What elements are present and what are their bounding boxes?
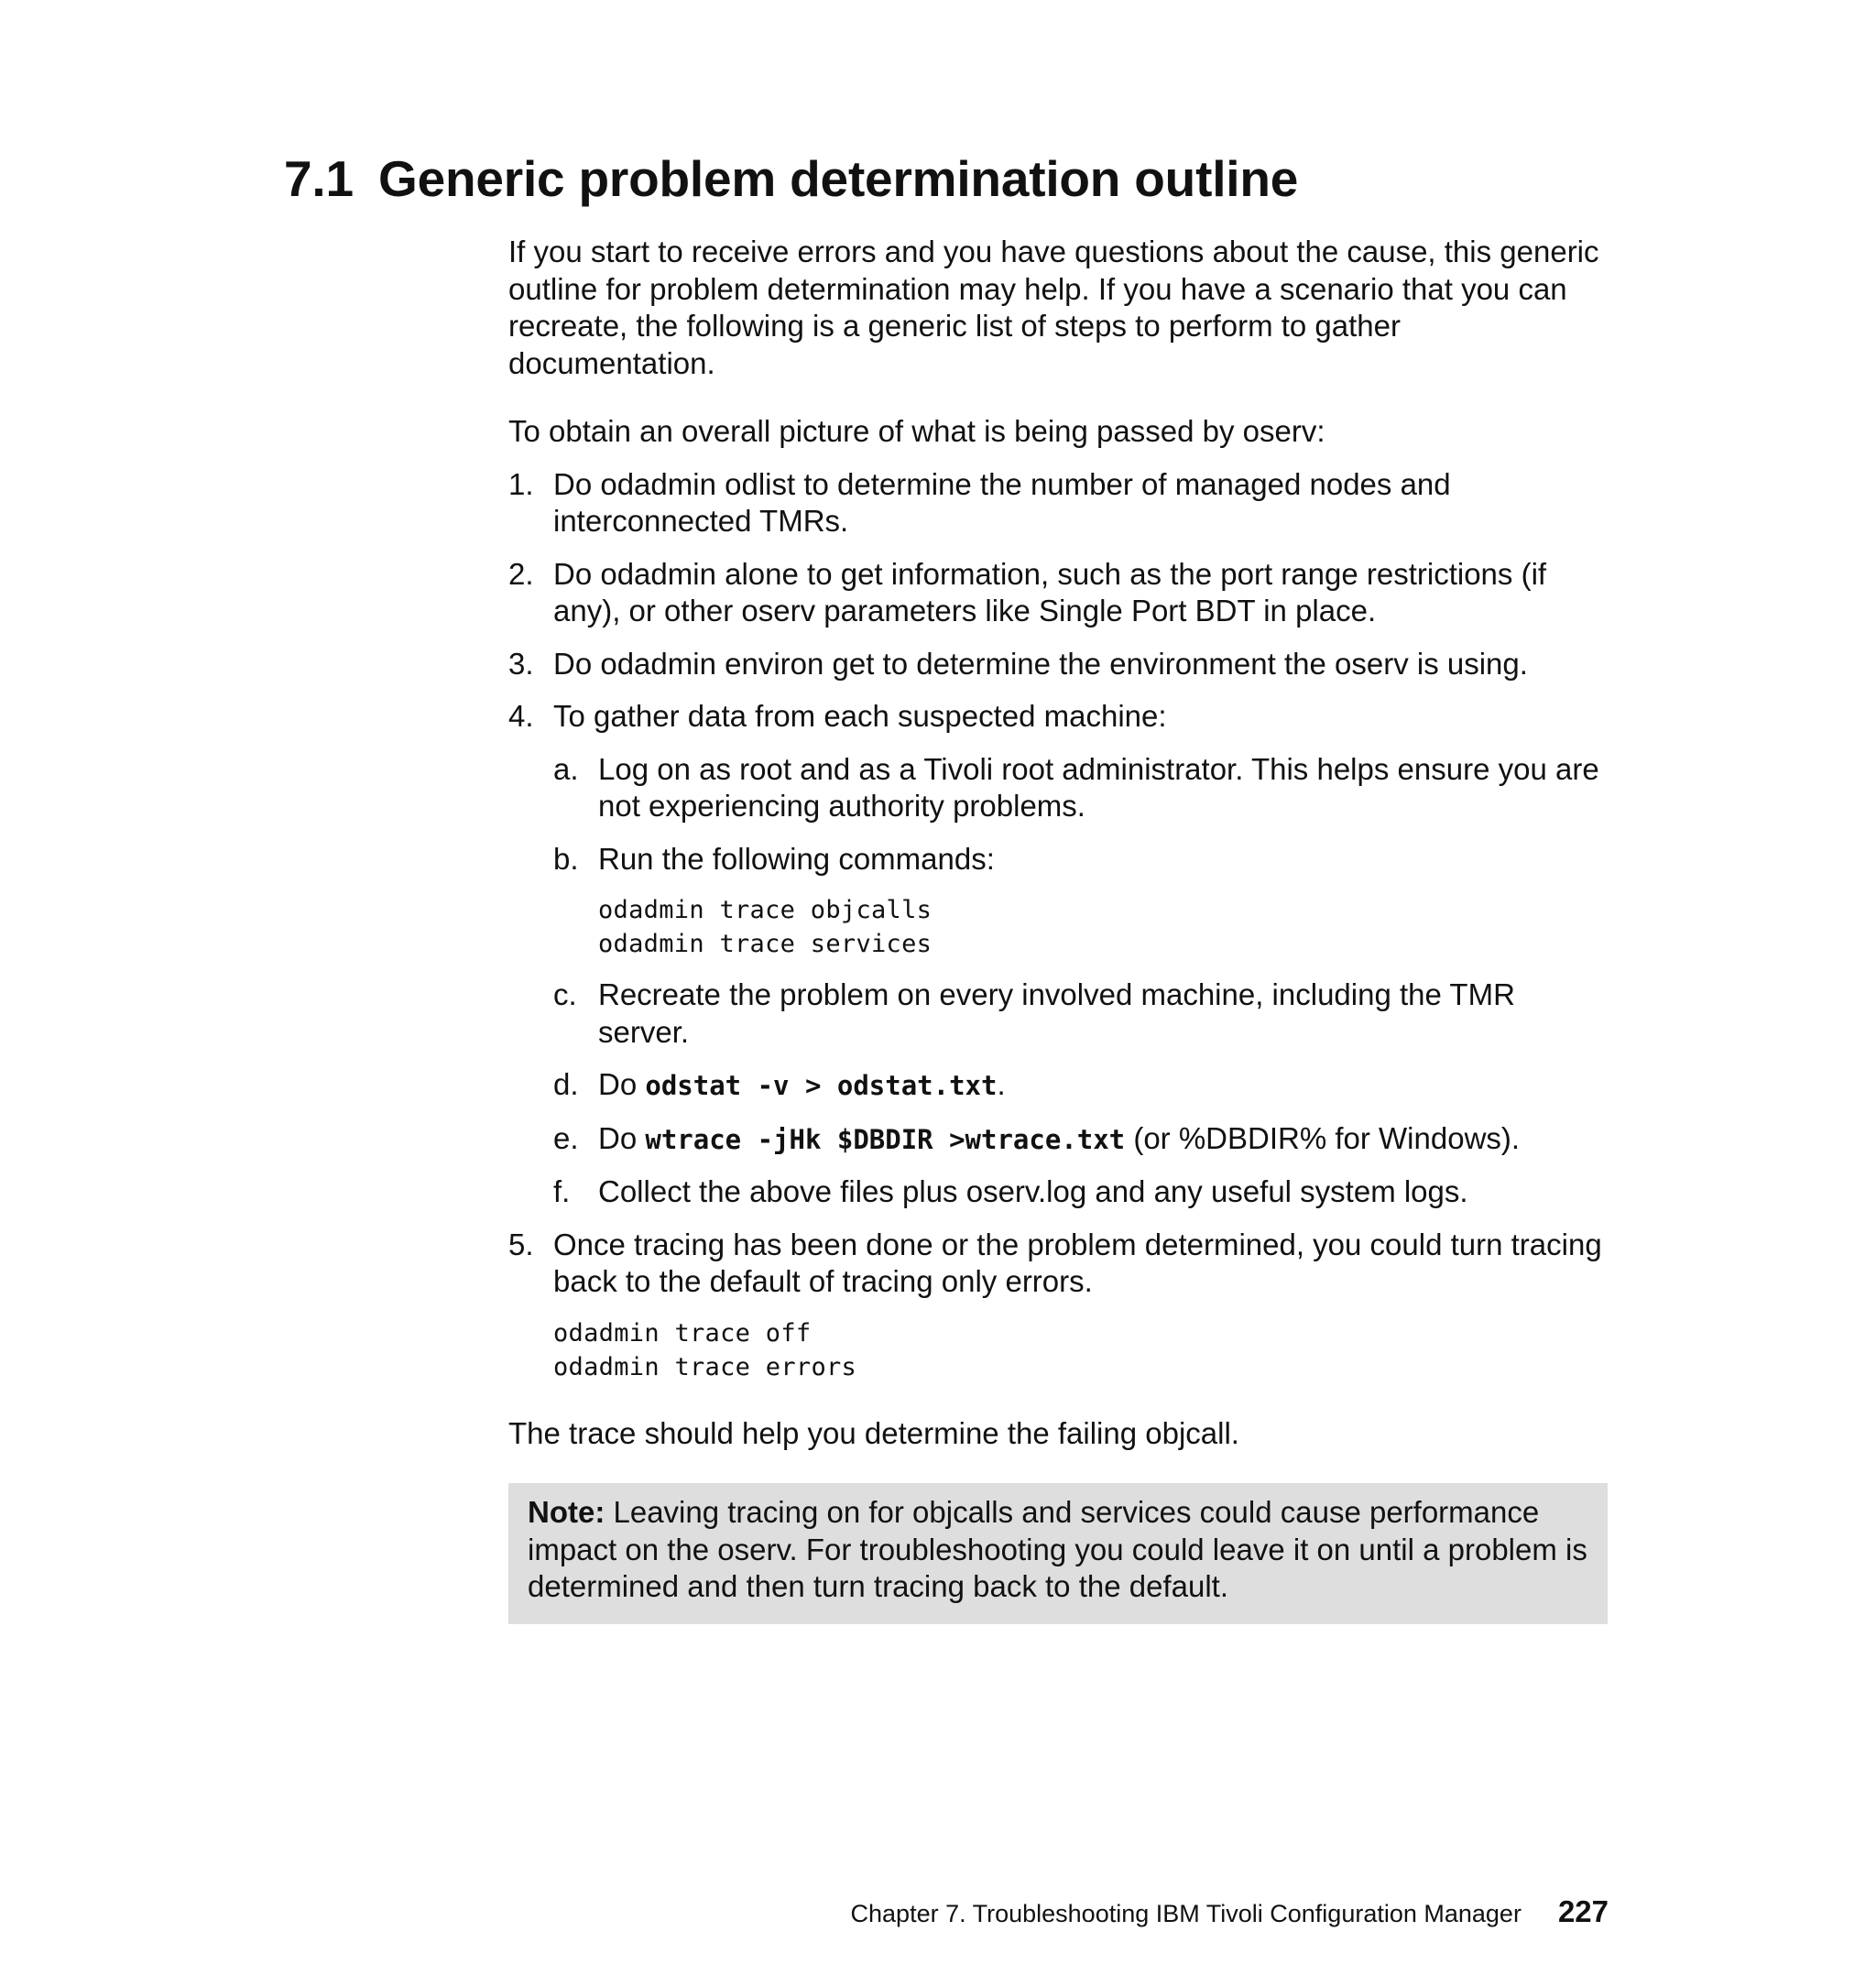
list-item-step-2 <box>508 556 1608 630</box>
page-number: 227 <box>1557 1894 1609 1928</box>
note-box <box>508 1483 1608 1624</box>
intro-paragraph: If you start to receive errors and you have questions about the cause, this generic outline for problem determination may help. If you have a scenario that you can recreate, the following is a generic list of steps to perform to gather documentation. <box>508 235 1599 380</box>
list-item-step-1 <box>508 466 1608 540</box>
step-marker: 1. <box>508 466 534 501</box>
list-item-substep-d <box>553 1066 1608 1105</box>
inline-command: wtrace -jHk $DBDIR >wtrace.txt <box>645 1123 1126 1155</box>
footer-chapter-title: Chapter 7. Troubleshooting IBM Tivoli Configuration Manager <box>850 1900 1522 1927</box>
step-text: To gather data from each suspected machine: <box>553 699 1167 733</box>
section-number: 7.1 <box>284 150 354 207</box>
step-text: Do odadmin odlist to determine the number of managed nodes and interconnected TMRs. <box>553 466 1451 538</box>
list-item-substep-e <box>553 1120 1608 1159</box>
step-text: Do odadmin environ get to determine the environment the oserv is using. <box>553 646 1528 681</box>
section-heading <box>284 147 1298 211</box>
closing-paragraph: The trace should help you determine the failing objcall. <box>508 1415 1239 1450</box>
list-item-substep-a <box>553 751 1608 825</box>
substep-marker: b. <box>553 841 579 876</box>
step-marker: 2. <box>508 556 534 591</box>
substep-marker: a. <box>553 751 579 786</box>
list-item-substep-c <box>553 977 1608 1051</box>
code-line: odadmin trace off <box>553 1318 812 1348</box>
substep-suffix: . <box>997 1067 1006 1101</box>
substep-text: Recreate the problem on every involved machine, including the TMR server. <box>598 977 1515 1049</box>
step-text: Once tracing has been done or the problem determined, you could turn tracing back to the default of tracing only errors. <box>553 1227 1602 1298</box>
substep-marker: e. <box>553 1120 579 1155</box>
substep-text: Collect the above files plus oserv.log and any useful system logs. <box>598 1174 1468 1208</box>
list-item-step-3 <box>508 646 1608 683</box>
substep-marker: c. <box>553 977 577 1011</box>
substep-prefix: Do <box>598 1120 646 1155</box>
list-item-step-4 <box>508 698 1608 1211</box>
step-text: Do odadmin alone to get information, such as the port range restrictions (if any), or other oserv parameters like Single Port BDT in place. <box>553 556 1547 627</box>
code-line: odadmin trace objcalls <box>598 896 933 924</box>
step-marker: 5. <box>508 1227 534 1261</box>
code-block-trace-on <box>598 893 1608 961</box>
code-block-trace-off <box>553 1316 1608 1384</box>
step-marker: 4. <box>508 699 534 733</box>
substep-marker: f. <box>553 1174 571 1208</box>
note-label: Note: <box>528 1495 605 1529</box>
section-title: Generic problem determination outline <box>378 150 1299 207</box>
page-footer <box>851 1894 1609 1929</box>
code-line: odadmin trace services <box>598 930 933 958</box>
substep-suffix: (or %DBDIR% for Windows). <box>1125 1120 1521 1155</box>
substep-marker: d. <box>553 1067 579 1101</box>
code-line: odadmin trace errors <box>553 1352 857 1381</box>
body-column <box>508 234 1608 1624</box>
list-item-substep-b <box>553 841 1608 962</box>
step-marker: 3. <box>508 646 534 681</box>
substep-text: Log on as root and as a Tivoli root administrator. This helps ensure you are not experiencing authority problems. <box>598 751 1599 823</box>
substep-prefix: Do <box>598 1067 646 1101</box>
lead-paragraph: To obtain an overall picture of what is being passed by oserv: <box>508 414 1325 448</box>
note-text: Leaving tracing on for objcalls and services could cause performance impact on the oserv. For troubleshooting you could leave it on until a problem is determined and then turn tracing back to the default. <box>528 1495 1587 1603</box>
list-item-substep-f <box>553 1173 1608 1211</box>
list-item-step-5 <box>508 1227 1608 1384</box>
substep-list <box>553 751 1608 1211</box>
substep-text: Run the following commands: <box>598 841 995 876</box>
inline-command: odstat -v > odstat.txt <box>645 1070 998 1101</box>
